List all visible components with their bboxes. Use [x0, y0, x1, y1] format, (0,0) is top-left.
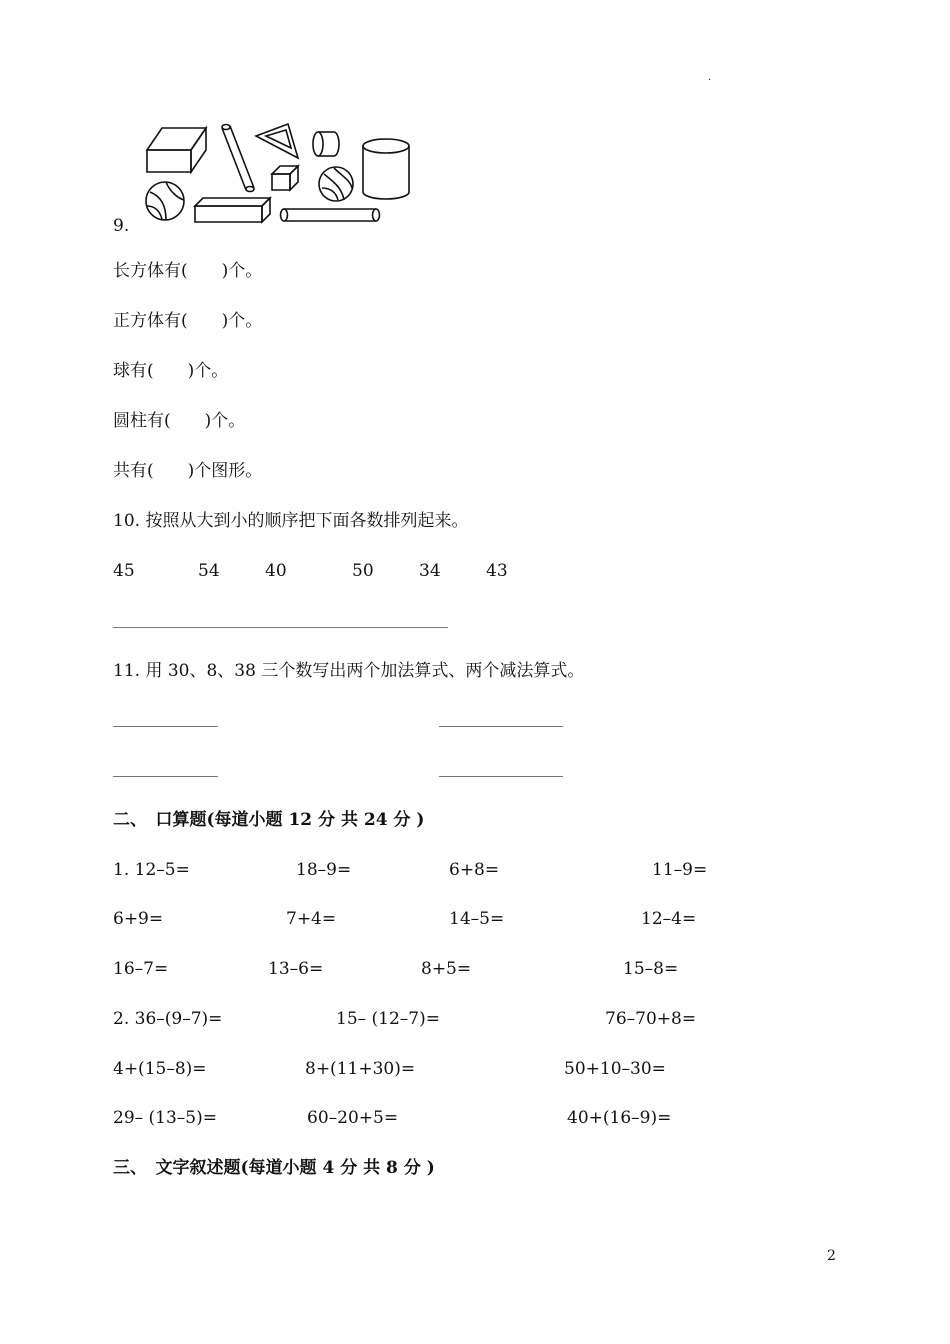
- q11-answer-line-4[interactable]: [439, 776, 563, 777]
- calc-item: 40+(16–9)=: [567, 1108, 672, 1128]
- q10-number-6: 43: [486, 561, 508, 581]
- calc-item: 2. 36–(9–7)=: [113, 1009, 223, 1029]
- calc-item: 6+8=: [449, 860, 500, 880]
- calc-item: 7+4=: [286, 909, 337, 929]
- q10-answer-line[interactable]: [113, 627, 448, 628]
- calc-item: 18–9=: [296, 860, 352, 880]
- header-dot: .: [708, 72, 712, 83]
- triangle-ruler-icon: [256, 124, 298, 158]
- calc-item: 11–9=: [652, 860, 708, 880]
- section3-title: 三、 文字叙述题(每道小题 4 分 共 8 分 ): [113, 1158, 435, 1178]
- q9-line-cylinder: 圆柱有( )个。: [113, 411, 246, 431]
- cube-icon: [272, 166, 298, 190]
- q10-number-1: 45: [113, 561, 135, 581]
- small-cylinder-icon: [313, 132, 339, 156]
- q9-line-cuboid: 长方体有( )个。: [113, 261, 263, 281]
- q11-answer-line-2[interactable]: [439, 726, 563, 727]
- calc-item: 13–6=: [268, 959, 324, 979]
- calc-item: 76–70+8=: [605, 1009, 697, 1029]
- q10-number-5: 34: [419, 561, 441, 581]
- shapes-illustration: [138, 118, 418, 228]
- calc-item: 16–7=: [113, 959, 169, 979]
- calc-item: 15– (12–7)=: [336, 1009, 440, 1029]
- calc-item: 14–5=: [449, 909, 505, 929]
- q10-text: 10. 按照从大到小的顺序把下面各数排列起来。: [113, 511, 469, 531]
- large-cylinder-icon: [363, 139, 409, 199]
- calc-item: 8+5=: [421, 959, 472, 979]
- q9-number: 9.: [113, 216, 130, 236]
- q9-line-sphere: 球有( )个。: [113, 361, 229, 381]
- calc-item: 29– (13–5)=: [113, 1108, 217, 1128]
- calc-item: 6+9=: [113, 909, 164, 929]
- calc-item: 12–4=: [641, 909, 697, 929]
- calc-item: 1. 12–5=: [113, 860, 190, 880]
- q10-number-2: 54: [198, 561, 220, 581]
- calc-item: 8+(11+30)=: [305, 1059, 416, 1079]
- calc-item: 60–20+5=: [307, 1108, 399, 1128]
- q10-number-3: 40: [265, 561, 287, 581]
- horizontal-cylinder-icon: [281, 209, 380, 221]
- q11-answer-line-3[interactable]: [113, 776, 218, 777]
- q10-number-4: 50: [352, 561, 374, 581]
- q11-text: 11. 用 30、8、38 三个数写出两个加法算式、两个减法算式。: [113, 661, 585, 681]
- cuboid-long-icon: [195, 198, 270, 222]
- q9-line-cube: 正方体有( )个。: [113, 311, 263, 331]
- page-number: 2: [827, 1248, 836, 1264]
- section2-title: 二、 口算题(每道小题 12 分 共 24 分 ): [113, 810, 425, 830]
- thin-cylinder-icon: [222, 125, 254, 192]
- q9-line-total: 共有( )个图形。: [113, 461, 263, 481]
- calc-item: 15–8=: [623, 959, 679, 979]
- cuboid-large-icon: [147, 128, 206, 172]
- ball-icon-left: [146, 182, 184, 220]
- calc-item: 4+(15–8)=: [113, 1059, 207, 1079]
- calc-item: 50+10–30=: [564, 1059, 666, 1079]
- q11-answer-line-1[interactable]: [113, 726, 218, 727]
- ball-icon-right: [319, 167, 353, 201]
